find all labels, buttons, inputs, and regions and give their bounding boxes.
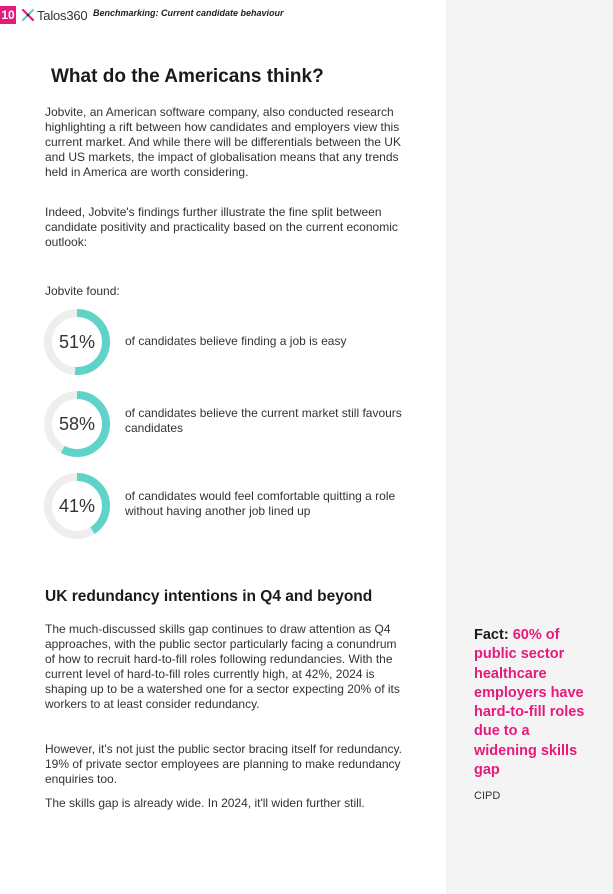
stat-value: 41% [58,496,96,516]
findings-intro: Jobvite found: [45,284,120,298]
stat-value: 58% [58,414,96,434]
logo-text: Talos360 [37,7,88,23]
fact-label: Fact: [474,627,509,643]
stat-description: of candidates believe the current market still favours candidates [125,406,402,435]
redundancy-paragraph-3: The skills gap is already wide. In 2024, it'll widen further still. [45,796,365,810]
stat-value: 51% [58,332,96,352]
fact-callout [474,626,594,780]
redundancy-paragraph-2: However, it's not just the public sector bracing itself for redundancy. 19% of private sector employees are planning to make redundancy enquiries too. [45,742,402,786]
fact-source: CIPD [474,790,501,802]
page-number: 10 [1,8,15,22]
section-heading-americans: What do the Americans think? [51,66,324,87]
intro-paragraph-1: Jobvite, an American software company, also conducted research highlighting a rift between how candidates and employers view this current market. And while there will be differentials between the UK and US markets, the impact of globalisation means that any trends held in America are worth considering. [45,105,401,179]
logo-x-icon [21,8,35,22]
brand-logo [21,6,87,24]
section-heading-uk-redundancy: UK redundancy intentions in Q4 and beyond [45,588,373,605]
fact-text: 60% of public sector healthcare employers have hard-to-fill roles due to a widening skills gap [474,627,585,779]
header-title: Benchmarking: Current candidate behaviour [93,8,284,18]
stat-description: of candidates believe finding a job is easy [125,334,347,348]
intro-paragraph-2: Indeed, Jobvite's findings further illustrate the fine split between candidate positivity and practicality based on the current economic outlook: [45,205,398,249]
stat-description: of candidates would feel comfortable quitting a role without having another job lined up [125,489,396,518]
redundancy-paragraph-1: The much-discussed skills gap continues to draw attention as Q4 approaches, with the public sector particularly facing a conundrum of how to recruit hard-to-fill roles following redundancies. With the current level of hard-to-fill roles currently high, at 42%, 2024 is shaping up to be a watershed one for a sector expecting 20% of its workers to at least consider redundancy. [45,622,400,711]
